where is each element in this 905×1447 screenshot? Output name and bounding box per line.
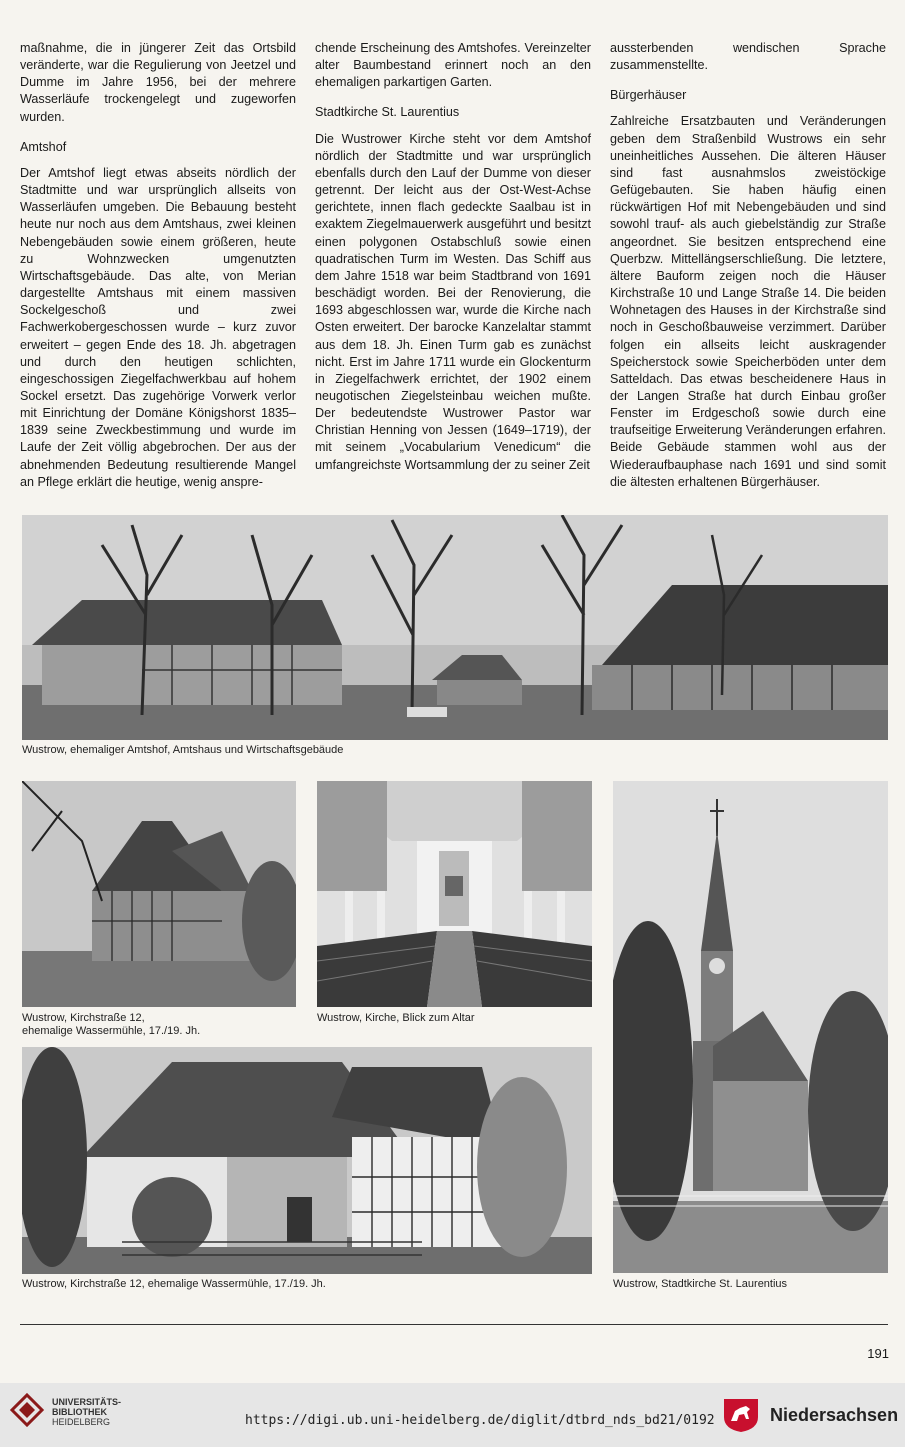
library-line: HEIDELBERG	[52, 1417, 111, 1427]
section-heading-amtshof: Amtshof	[20, 139, 67, 154]
document-url-link[interactable]: https://digi.ub.uni-heidelberg.de/diglit/dtbrd_nds_bd21/0192	[245, 1413, 715, 1428]
photo-wassermuehle-large	[22, 1047, 592, 1274]
paragraph: chende Erscheinung des Amtshofes. Vereinzelter alter Baumbestand erinnert noch an den ehemaligen parkartigen Garten.	[315, 41, 591, 90]
photo-kirche-innen	[317, 781, 592, 1007]
caption-stadtkirche: Wustrow, Stadtkirche St. Laurentius	[613, 1278, 788, 1290]
photo-stadtkirche	[613, 781, 888, 1273]
paragraph: aussterbenden wendischen Sprache zusammenstellte.	[610, 41, 886, 73]
paragraph: maßnahme, die in jüngerer Zeit das Ortsbild veränderte, war die Regulierung von Jeetzel und Dumme im Jahre 1956, bei der mehrere Wasserläufe trockengelegt und zugeworfen wurden.	[20, 41, 296, 124]
library-line: BIBLIOTHEK	[52, 1407, 107, 1417]
caption-kirche-innen: Wustrow, Kirche, Blick zum Altar	[317, 1012, 475, 1024]
text-column-1	[20, 40, 296, 504]
photo-amtshof	[22, 515, 888, 740]
caption-line: ehemalige Wassermühle, 17./19. Jh.	[22, 1025, 201, 1037]
section-heading-stadtkirche: Stadtkirche St. Laurentius	[315, 105, 460, 120]
caption-amtshof: Wustrow, ehemaliger Amtshof, Amtshaus und Wirtschaftsgebäude	[22, 744, 344, 756]
paragraph: Zahlreiche Ersatzbauten und Veränderungen geben dem Straßenbild Wustrows ein sehr uneinheitliches Aussehen. Die älteren Häuser sind fast ausnahmslos zweistöckige Gefügebauten. Sie haben häufig einen rückwärtigen Hof mit Nebengebäuden und sind sowohl trauf- als auch giebelständig zur Straße angeordnet. Sie besitzen entsprechend eine Querbzw. Mittellängserschließung. Die letztere, ältere Bauform zeigen noch die Häuser Kirchstraße 10 und Lange Straße 14. Die beiden Wohnetagen des Hauses in der Kirchstraße sind noch in Geschoßbauweise verzimmert. Darüber folgen ein allseits leicht auskragender Speicherstock sowie Speicherböden unter dem Satteldach. Das etwas bescheidenere Haus in der Langen Straße hat durch Einbau großer Fenster im Erdgeschoß sowie durch eine traufseitige Erweiterung Veränderungen erfahren. Beide Gebäude stammen wohl aus der Wiederaufbauphase nach 1691 und sind somit die ältesten erhaltenen Bürgerhäuser.	[610, 114, 886, 489]
text-column-2	[315, 40, 591, 487]
paragraph: Die Wustrower Kirche steht vor dem Amtshof nördlich der Stadtmitte und war ursprünglich ebenfalls durch den Lauf der Dumme von dieser getrennt. Der leicht aus der Ost-West-Achse gerichtete, innen flach gedeckte Saalbau ist in exaktem Ziegelmauerwerk ausgeführt und besitzt einen polygonen Ostabschluß sowie einen quadratischen Turm im Westen. Das Schiff aus dem Jahre 1518 war beim Stadtbrand von 1691 beschädigt worden. Bei der Renovierung, die 1693 abgeschlossen war, wurde die Kirche nach Osten erweitert. Der barocke Kanzelaltar stammt aus dem 18. Jh. Einen Turm gab es zunächst nicht. Erst im Jahre 1711 wurde ein Glockenturm in Ziegelfachwerk errichtet, der 1902 einem neugotischen Ziegelsteinbau weichen mußte. Der bedeutendste Wustrower Pastor war Christian Henning von Jessen (1649–1719), der mit seinem „Vocabularium Venedicum“ die umfangreichste Wortsammlung der zu seiner Zeit	[315, 131, 591, 472]
text-column-3	[610, 40, 886, 504]
footer-bar	[0, 1383, 905, 1447]
library-name	[52, 1397, 121, 1427]
paragraph: Der Amtshof liegt etwas abseits nördlich der Stadtmitte und war ursprünglich allseits von Wasserläufen umgeben. Die Bebauung besteht heute nur noch aus dem Amtshaus, zwei kleinen Nebengebäuden sowie einem größeren, heute zu Wohnzwecken umgenutzten Wirtschaftsgebäude. Das alte, von Merian dargestellte Amtshaus mit einem massiven Sockelgeschoß und zwei Fachwerkobergeschossen wurde – kurz zuvor erweitert – gegen Ende des 18. Jh. abgetragen und durch den heutigen schlichten, eingeschossigen Ziegelfachwerkbau auf hohem Sockel ersetzt. Das zugehörige Vorwerk verlor mit Einrichtung der Domäne Königshorst 1835–1839 seine Zweckbestimmung und wurde im Laufe der Zeit völlig abgebrochen. Der aus der abnehmenden Bedeutung resultierende Mangel an Pflege erklärt die heutige, wenig anspre-	[20, 165, 296, 489]
university-logo-icon	[10, 1393, 44, 1427]
caption-wassermuehle-large: Wustrow, Kirchstraße 12, ehemalige Wassermühle, 17./19. Jh.	[22, 1278, 326, 1290]
state-name: Niedersachsen	[770, 1405, 899, 1425]
niedersachsen-crest-icon	[722, 1397, 760, 1433]
caption-wassermuehle-small	[22, 1012, 200, 1038]
page-number: 191	[867, 1346, 889, 1361]
caption-line: Wustrow, Kirchstraße 12,	[22, 1012, 145, 1024]
section-heading-buergerhaeuser: Bürgerhäuser	[610, 88, 687, 103]
photo-wassermuehle-small	[22, 781, 296, 1007]
library-line: UNIVERSITÄTS-	[52, 1397, 122, 1407]
footer-rule	[20, 1324, 888, 1325]
